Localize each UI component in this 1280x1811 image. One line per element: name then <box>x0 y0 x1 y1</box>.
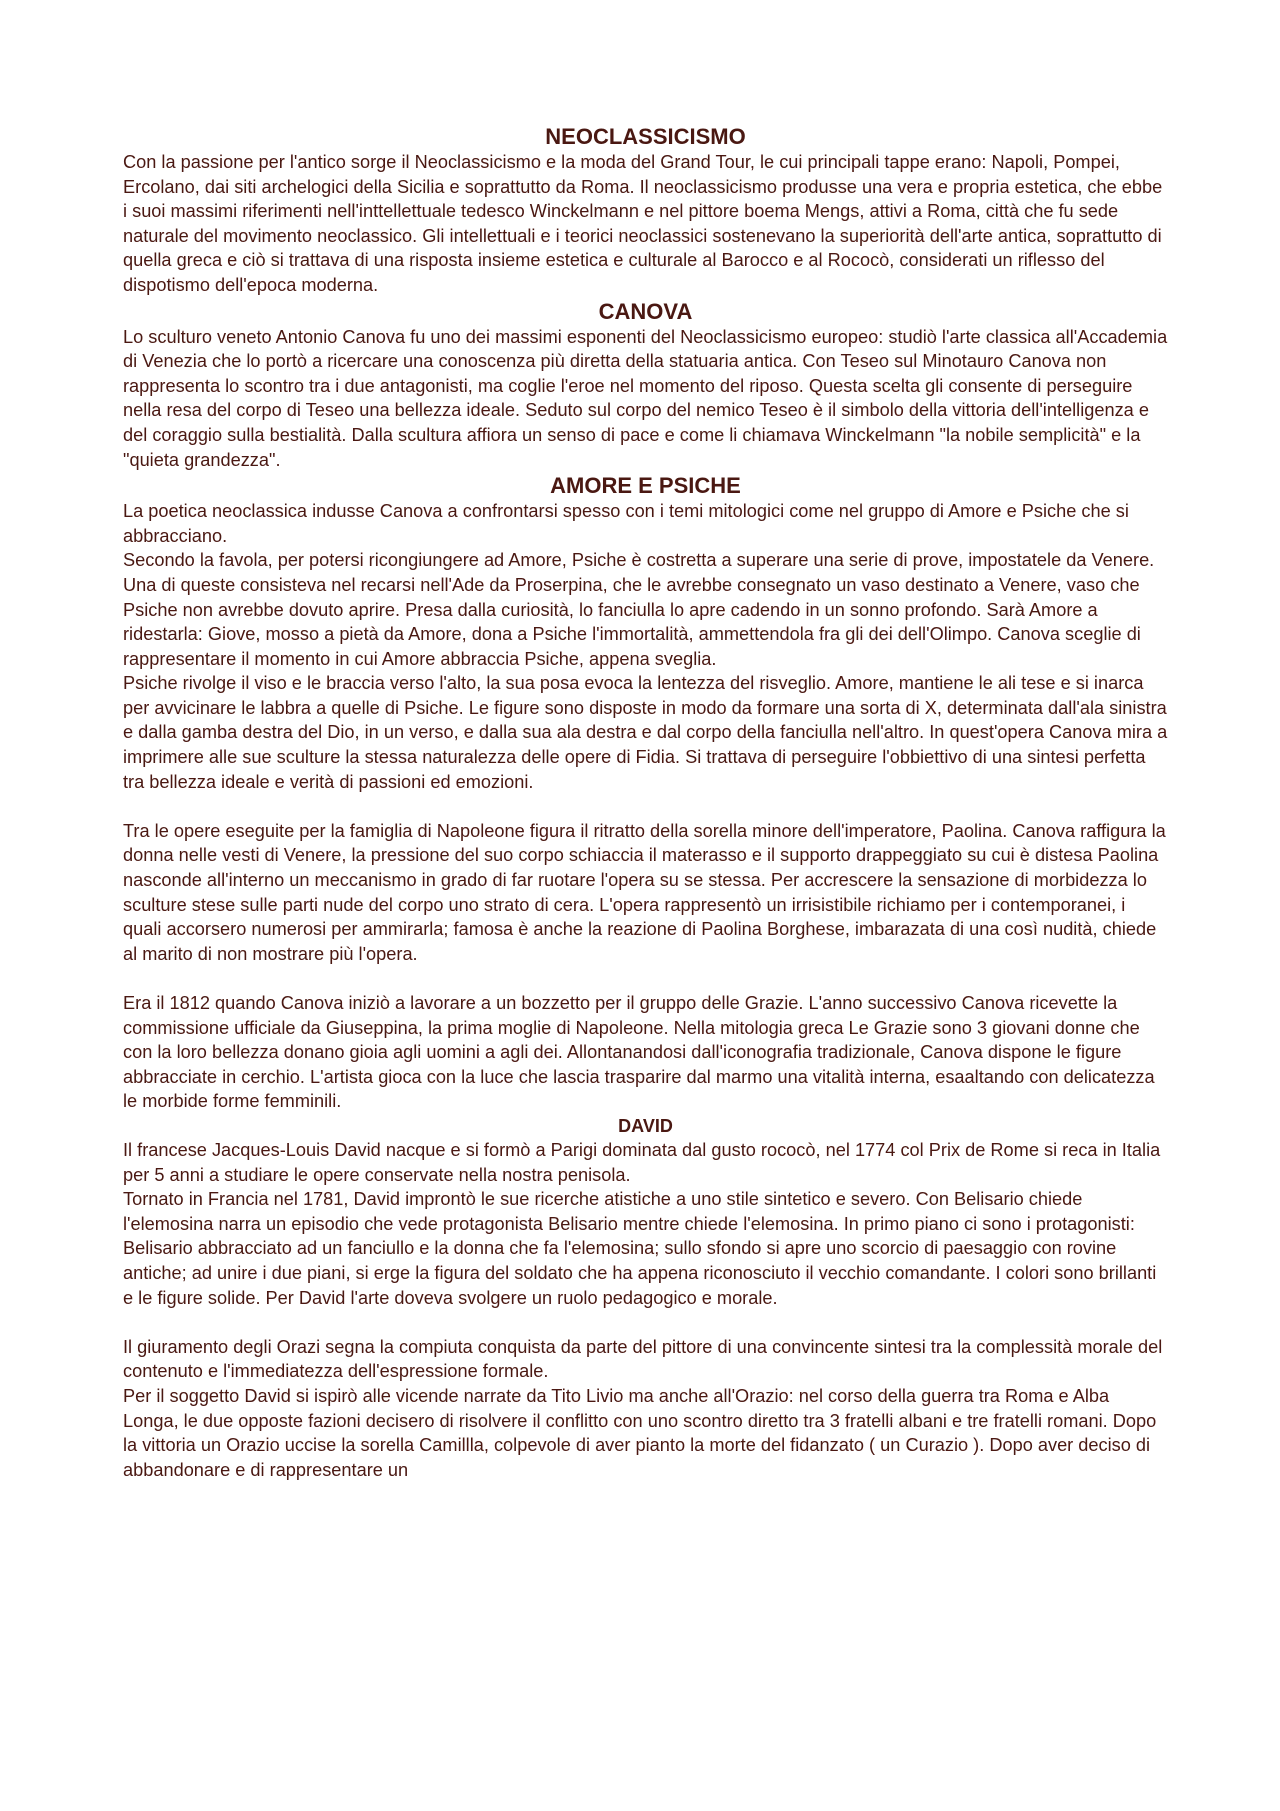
paragraph-david-belisario: Tornato in Francia nel 1781, David improntò le sue ricerche atistiche a uno stile sintetico e severo. Con Belisario chiede l'elemosina narra un episodio che vede protagonista Belisario mentre chiede l'elemosina. In primo piano ci sono i protagonisti: Belisario abbracciato ad un fanciullo e la donna che fa l'elemosina; sullo sfondo si apre uno scorcio di paesaggio con rovine antiche; ad unire i due piani, si erge la figura del soldato che ha appena riconosciuto il vecchio comandante. I colori sono brillanti e le figure solide. Per David l'arte doveva svolgere un ruolo pedagogico e morale. <box>123 1189 1157 1308</box>
paragraph-amore-psiche-intro: La poetica neoclassica indusse Canova a confrontarsi spesso con i temi mitologici come nel gruppo di Amore e Psiche che si abbracciano. <box>123 501 1129 546</box>
section-title-neoclassicismo: NEOCLASSICISMO <box>545 124 746 149</box>
paragraph-david-soggetto: Per il soggetto David si ispirò alle vicende narrate da Tito Livio ma anche all'Orazio: nel corso della guerra tra Roma e Alba Longa, le due opposte fazioni decisero di risolvere il conflitto con uno scontro diretto tra 3 fratelli albani e tre fratelli romani. Dopo la vittoria un Orazio uccise la sorella Camillla, colpevole di aver pianto la morte del fidanzato ( un Curazio ). Dopo aver deciso di abbandonare e di rappresentare un <box>123 1385 1157 1480</box>
paragraph-neoclassicismo-intro: Con la passione per l'antico sorge il Neoclassicismo e la moda del Grand Tour, le cui principali tappe erano: Napoli, Pompei, Ercolano, dai siti archelogici della Sicilia e soprattutto da Roma. Il neoclassicismo produsse una vera e propria estetica, che ebbe i suoi massimi riferimenti nell'inttellettuale tedesco Winckelmann e nel pittore boema Mengs, attivi a Roma, città che fu sede naturale del movimento neoclassico. Gli intellettuali e i teorici neoclassici sostenevano la superiorità dell'arte antica, soprattutto di quella greca e ciò si trattava di una risposta insieme estetica e culturale al Barocco e al Rococò, considerati un riflesso del dispotismo dell'epoca moderna. <box>123 152 1163 295</box>
section-title-david: DAVID <box>618 1115 673 1136</box>
section-title-canova: CANOVA <box>598 298 693 324</box>
paragraph-paolina: Tra le opere eseguite per la famiglia di Napoleone figura il ritratto della sorella minore dell'imperatore, Paolina. Canova raffigura la donna nelle vesti di Venere, la pressione del suo corpo schiaccia il materasso e il supporto drappeggiato su cui è distesa Paolina nasconde all'interno un meccanismo in grado di far ruotare l'opera su se stessa. Per accrescere la sensazione di morbidezza lo sculture stese sulle parti nude del corpo uno strato di cera. L'opera rappresentò un irrisistibile richiamo per i contemporanei, i quali accorsero numerosi per ammirarla; famosa è anche la reazione di Paolina Borghese, imbarazata di una così nudità, chiede al marito di non mostrare più l'opera. <box>123 820 1166 964</box>
paragraph-david-orazi: Il giuramento degli Orazi segna la compiuta conquista da parte del pittore di una convincente sintesi tra la complessità morale del contenuto e l'immediatezza dell'espressione formale. <box>123 1336 1163 1382</box>
paragraph-amore-psiche-favola: Secondo la favola, per potersi ricongiungere ad Amore, Psiche è costretta a superare una serie di prove, impostatele da Venere. Una di queste consisteva nel recarsi nell'Ade da Proserpina, che le avrebbe consegnato un vaso destinato a Venere, vaso che Psiche non avrebbe dovuto aprire. Presa dalla curiosità, lo fanciulla lo apre cadendo in un sonno profondo. Sarà Amore a ridestarla: Giove, mosso a pietà da Amore, dona a Psiche l'immortalità, ammettendola fra gli dei dell'Olimpo. Canova sceglie di rappresentare il momento in cui Amore abbraccia Psiche, appena sveglia. <box>123 550 1155 669</box>
section-title-amore-e-psiche: AMORE E PSICHE <box>550 473 741 499</box>
paragraph-amore-psiche-descrizione: Psiche rivolge il viso e le braccia verso l'alto, la sua posa evoca la lentezza del risveglio. Amore, mantiene le ali tese e si inarca per avvicinare le labbra a quelle di Psiche. Le figure sono disposte in modo da formare una sorta di X, determinata dall'ala sinistra e dalla gamba destra del Dio, in un verso, e dalla sua ala destra e dal corpo della fanciulla nell'altro. In quest'opera Canova mira a imprimere alle sue sculture la stessa naturalezza delle opere di Fidia. Si trattava di perseguire l'obbiettivo di una sintesi perfetta tra bellezza ideale e verità di passioni ed emozioni. <box>123 673 1168 792</box>
paragraph-grazie: Era il 1812 quando Canova iniziò a lavorare a un bozzetto per il gruppo delle Grazie. L'anno successivo Canova ricevette la commissione ufficiale da Giuseppina, la prima moglie di Napoleone. Nella mitologia greca Le Grazie sono 3 giovani donne che con la loro bellezza donano gioia agli uomini a agli dei. Allontanandosi dall'iconografia tradizionale, Canova dispone le figure abbracciate in cerchio. L'artista gioca con la luce che lascia trasparire dal marmo una vitalità interna, esaaltando con delicatezza le morbide forme femminili. <box>123 993 1155 1112</box>
paragraph-canova-intro: Lo sculturo veneto Antonio Canova fu uno dei massimi esponenti del Neoclassicismo europeo: studiò l'arte classica all'Accademia di Venezia che lo portò a ricercare una conoscenza più diretta della statuaria antica. Con Teseo sul Minotauro Canova non rappresenta lo scontro tra i due antagonisti, ma coglie l'eroe nel momento del riposo. Questa scelta gli consente di perseguire nella resa del corpo di Teseo una bellezza ideale. Seduto sul corpo del nemico Teseo è il simbolo della vittoria dell'intelligenza e del coraggio sulla bestialità. Dalla scultura affiora un senso di pace e come li chiamava Winckelmann "la nobile semplicità" e la "quieta grandezza". <box>123 326 1168 470</box>
paragraph-david-intro: Il francese Jacques-Louis David nacque e si formò a Parigi dominata dal gusto rococò, nel 1774 col Prix de Rome si reca in Italia per 5 anni a studiare le opere conservate nella nostra penisola. <box>123 1139 1161 1185</box>
document-page <box>123 123 1168 1482</box>
